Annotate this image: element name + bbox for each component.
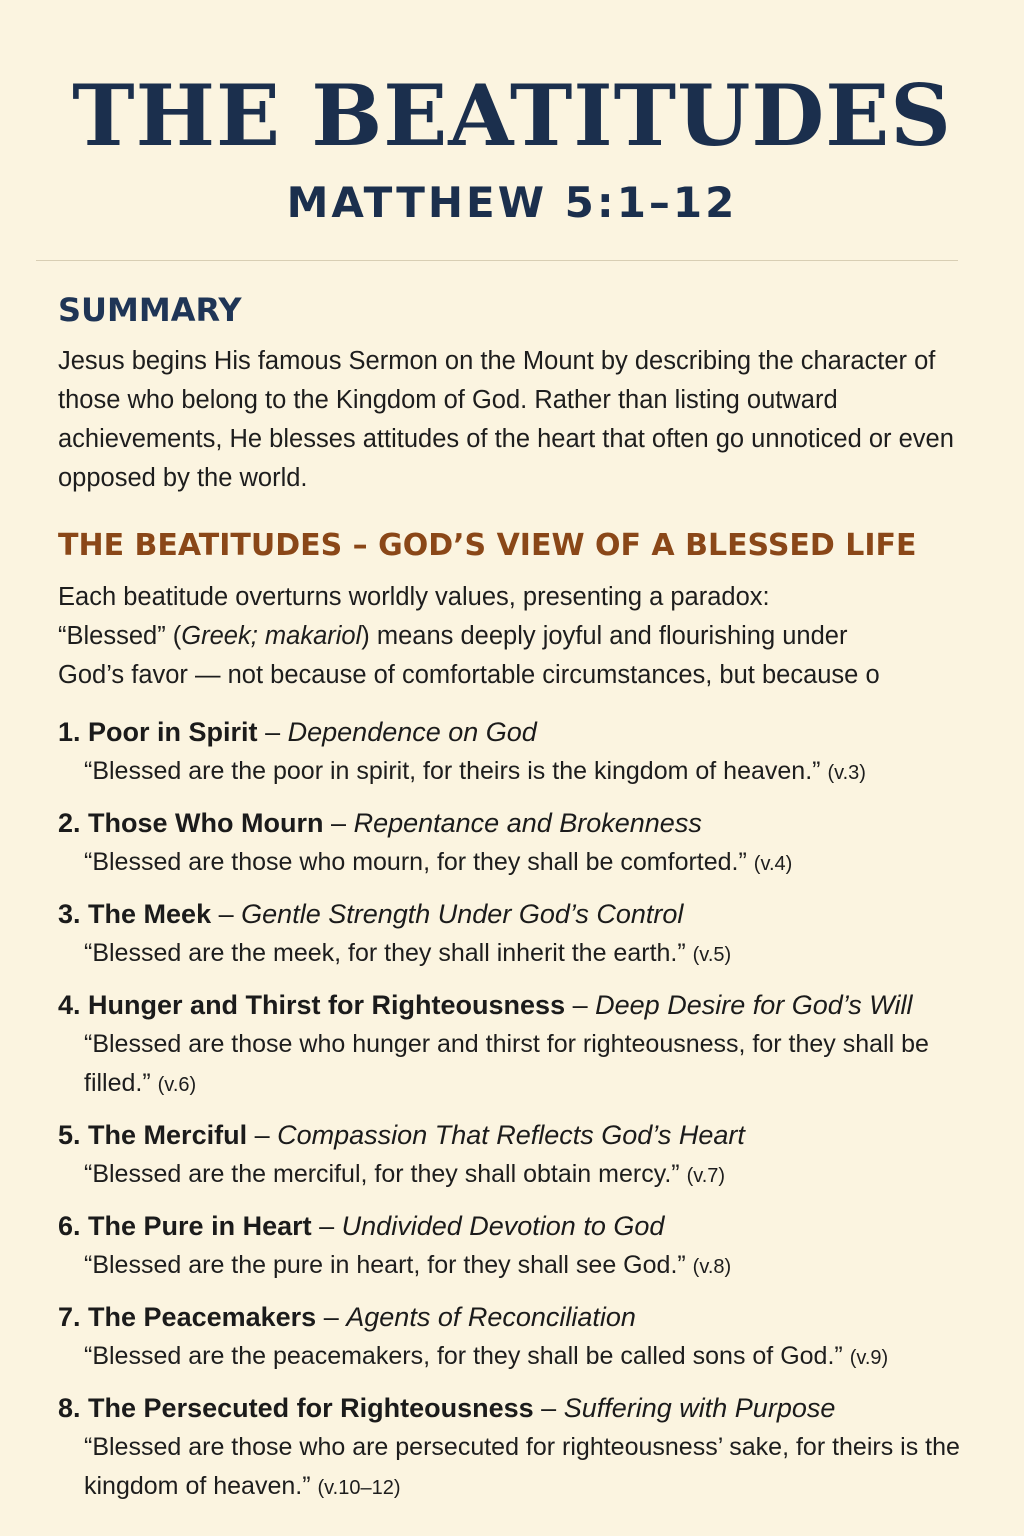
beatitude-item xyxy=(58,1206,998,1287)
beatitude-item xyxy=(58,1115,998,1196)
beatitudes-list xyxy=(58,712,998,1518)
page-title: THE BEATITUDES xyxy=(72,66,952,165)
intro-line-3: God’s favor — not because of comfortable circumstances, but because o xyxy=(58,661,880,689)
beatitude-quote: “Blessed are the peacemakers, for they shall be called sons of God.” xyxy=(84,1342,843,1370)
beatitude-dash: – xyxy=(265,717,281,747)
verse-reference: (v.9) xyxy=(849,1347,889,1369)
verse-reference: (v.3) xyxy=(827,762,866,784)
beatitude-quote-line xyxy=(84,752,998,793)
beatitude-quote: “Blessed are those who hunger and thirst for righteousness, for they shall be filled.” xyxy=(84,1030,929,1097)
beatitude-quote-line xyxy=(84,1246,998,1287)
verse-reference: (v.8) xyxy=(692,1256,732,1278)
summary-heading: SUMMARY xyxy=(58,291,242,329)
beatitude-description: Repentance and Brokenness xyxy=(353,808,702,838)
beatitude-heading xyxy=(58,1297,998,1337)
verse-reference: (v.10–12) xyxy=(317,1477,401,1499)
verse-reference: (v.5) xyxy=(692,944,732,966)
beatitude-number: 5. xyxy=(58,1120,81,1150)
intro-greek-term: Greek; makariol xyxy=(181,622,362,650)
beatitude-heading xyxy=(58,1206,998,1246)
beatitude-quote-line xyxy=(84,1337,998,1378)
beatitude-name: The Pure in Heart xyxy=(88,1211,312,1241)
verse-reference: (v.7) xyxy=(686,1165,726,1187)
beatitude-quote-line xyxy=(84,1428,998,1508)
beatitude-item xyxy=(58,1388,998,1508)
beatitude-name: The Meek xyxy=(88,899,212,929)
beatitude-heading xyxy=(58,894,998,934)
beatitude-number: 8. xyxy=(58,1393,81,1423)
beatitude-description: Compassion That Reflects God’s Heart xyxy=(277,1120,745,1150)
verse-reference: (v.4) xyxy=(753,853,793,875)
intro-paragraph xyxy=(58,578,1018,695)
beatitude-item xyxy=(58,985,998,1105)
beatitude-quote: “Blessed are the poor in spirit, for theirs is the kingdom of heaven.” xyxy=(84,757,821,785)
verse-reference: (v.6) xyxy=(157,1074,197,1096)
beatitude-dash: – xyxy=(541,1393,557,1423)
beatitude-description: Dependence on God xyxy=(287,717,537,747)
intro-line-2-start: “Blessed” ( xyxy=(58,622,182,650)
beatitude-name: Those Who Mourn xyxy=(88,808,324,838)
beatitude-heading xyxy=(58,1388,998,1428)
beatitude-name: Hunger and Thirst for Righteousness xyxy=(88,990,566,1020)
beatitude-dash: – xyxy=(331,808,347,838)
beatitude-name: The Merciful xyxy=(88,1120,248,1150)
intro-line-2 xyxy=(58,617,1018,656)
beatitude-quote-line xyxy=(84,843,998,884)
page-subtitle: MATTHEW 5:1–12 xyxy=(286,178,738,227)
beatitude-number: 2. xyxy=(58,808,81,838)
beatitude-item xyxy=(58,712,998,793)
beatitude-description: Agents of Reconciliation xyxy=(346,1302,636,1332)
beatitude-number: 1. xyxy=(58,717,81,747)
beatitude-quote-line xyxy=(84,934,998,975)
beatitude-description: Undivided Devotion to God xyxy=(341,1211,665,1241)
beatitude-description: Deep Desire for God’s Will xyxy=(595,990,913,1020)
beatitude-description: Gentle Strength Under God’s Control xyxy=(241,899,684,929)
intro-line-1: Each beatitude overturns worldly values, presenting a paradox: xyxy=(58,583,770,611)
beatitude-dash: – xyxy=(254,1120,270,1150)
beatitude-number: 6. xyxy=(58,1211,81,1241)
beatitude-item xyxy=(58,1297,998,1378)
beatitude-name: Poor in Spirit xyxy=(88,717,258,747)
beatitude-heading xyxy=(58,803,998,843)
beatitude-number: 3. xyxy=(58,899,81,929)
summary-paragraph: Jesus begins His famous Sermon on the Mount by describing the character of those who belong to the Kingdom of God. Rather than listing outward achievements, He blesses attitudes of the heart that often go unnoticed or even opposed by the world. xyxy=(58,347,954,492)
beatitude-quote: “Blessed are those who are persecuted for righteousness’ sake, for theirs is the kingdom of heaven.” xyxy=(84,1433,960,1500)
intro-line-2-end: ) means deeply joyful and flourishing under xyxy=(361,622,848,650)
beatitude-quote: “Blessed are those who mourn, for they shall be comforted.” xyxy=(84,848,747,876)
title-divider xyxy=(36,260,958,261)
beatitude-dash: – xyxy=(323,1302,339,1332)
beatitude-heading xyxy=(58,985,998,1025)
beatitude-heading xyxy=(58,712,998,752)
beatitude-number: 7. xyxy=(58,1302,81,1332)
beatitude-dash: – xyxy=(319,1211,335,1241)
beatitude-quote-line xyxy=(84,1155,998,1196)
beatitude-quote-line xyxy=(84,1025,998,1105)
beatitude-item xyxy=(58,894,998,975)
beatitude-dash: – xyxy=(572,990,588,1020)
beatitude-quote: “Blessed are the pure in heart, for they shall see God.” xyxy=(84,1251,686,1279)
beatitude-quote: “Blessed are the meek, for they shall inherit the earth.” xyxy=(84,939,686,967)
beatitude-quote: “Blessed are the merciful, for they shall obtain mercy.” xyxy=(84,1160,680,1188)
beatitude-number: 4. xyxy=(58,990,81,1020)
beatitude-name: The Peacemakers xyxy=(88,1302,317,1332)
beatitude-item xyxy=(58,803,998,884)
beatitude-name: The Persecuted for Righteousness xyxy=(88,1393,534,1423)
beatitude-heading xyxy=(58,1115,998,1155)
beatitude-description: Suffering with Purpose xyxy=(563,1393,836,1423)
section-heading: THE BEATITUDES – GOD’S VIEW OF A BLESSED LIFE xyxy=(58,528,917,563)
beatitude-dash: – xyxy=(218,899,234,929)
